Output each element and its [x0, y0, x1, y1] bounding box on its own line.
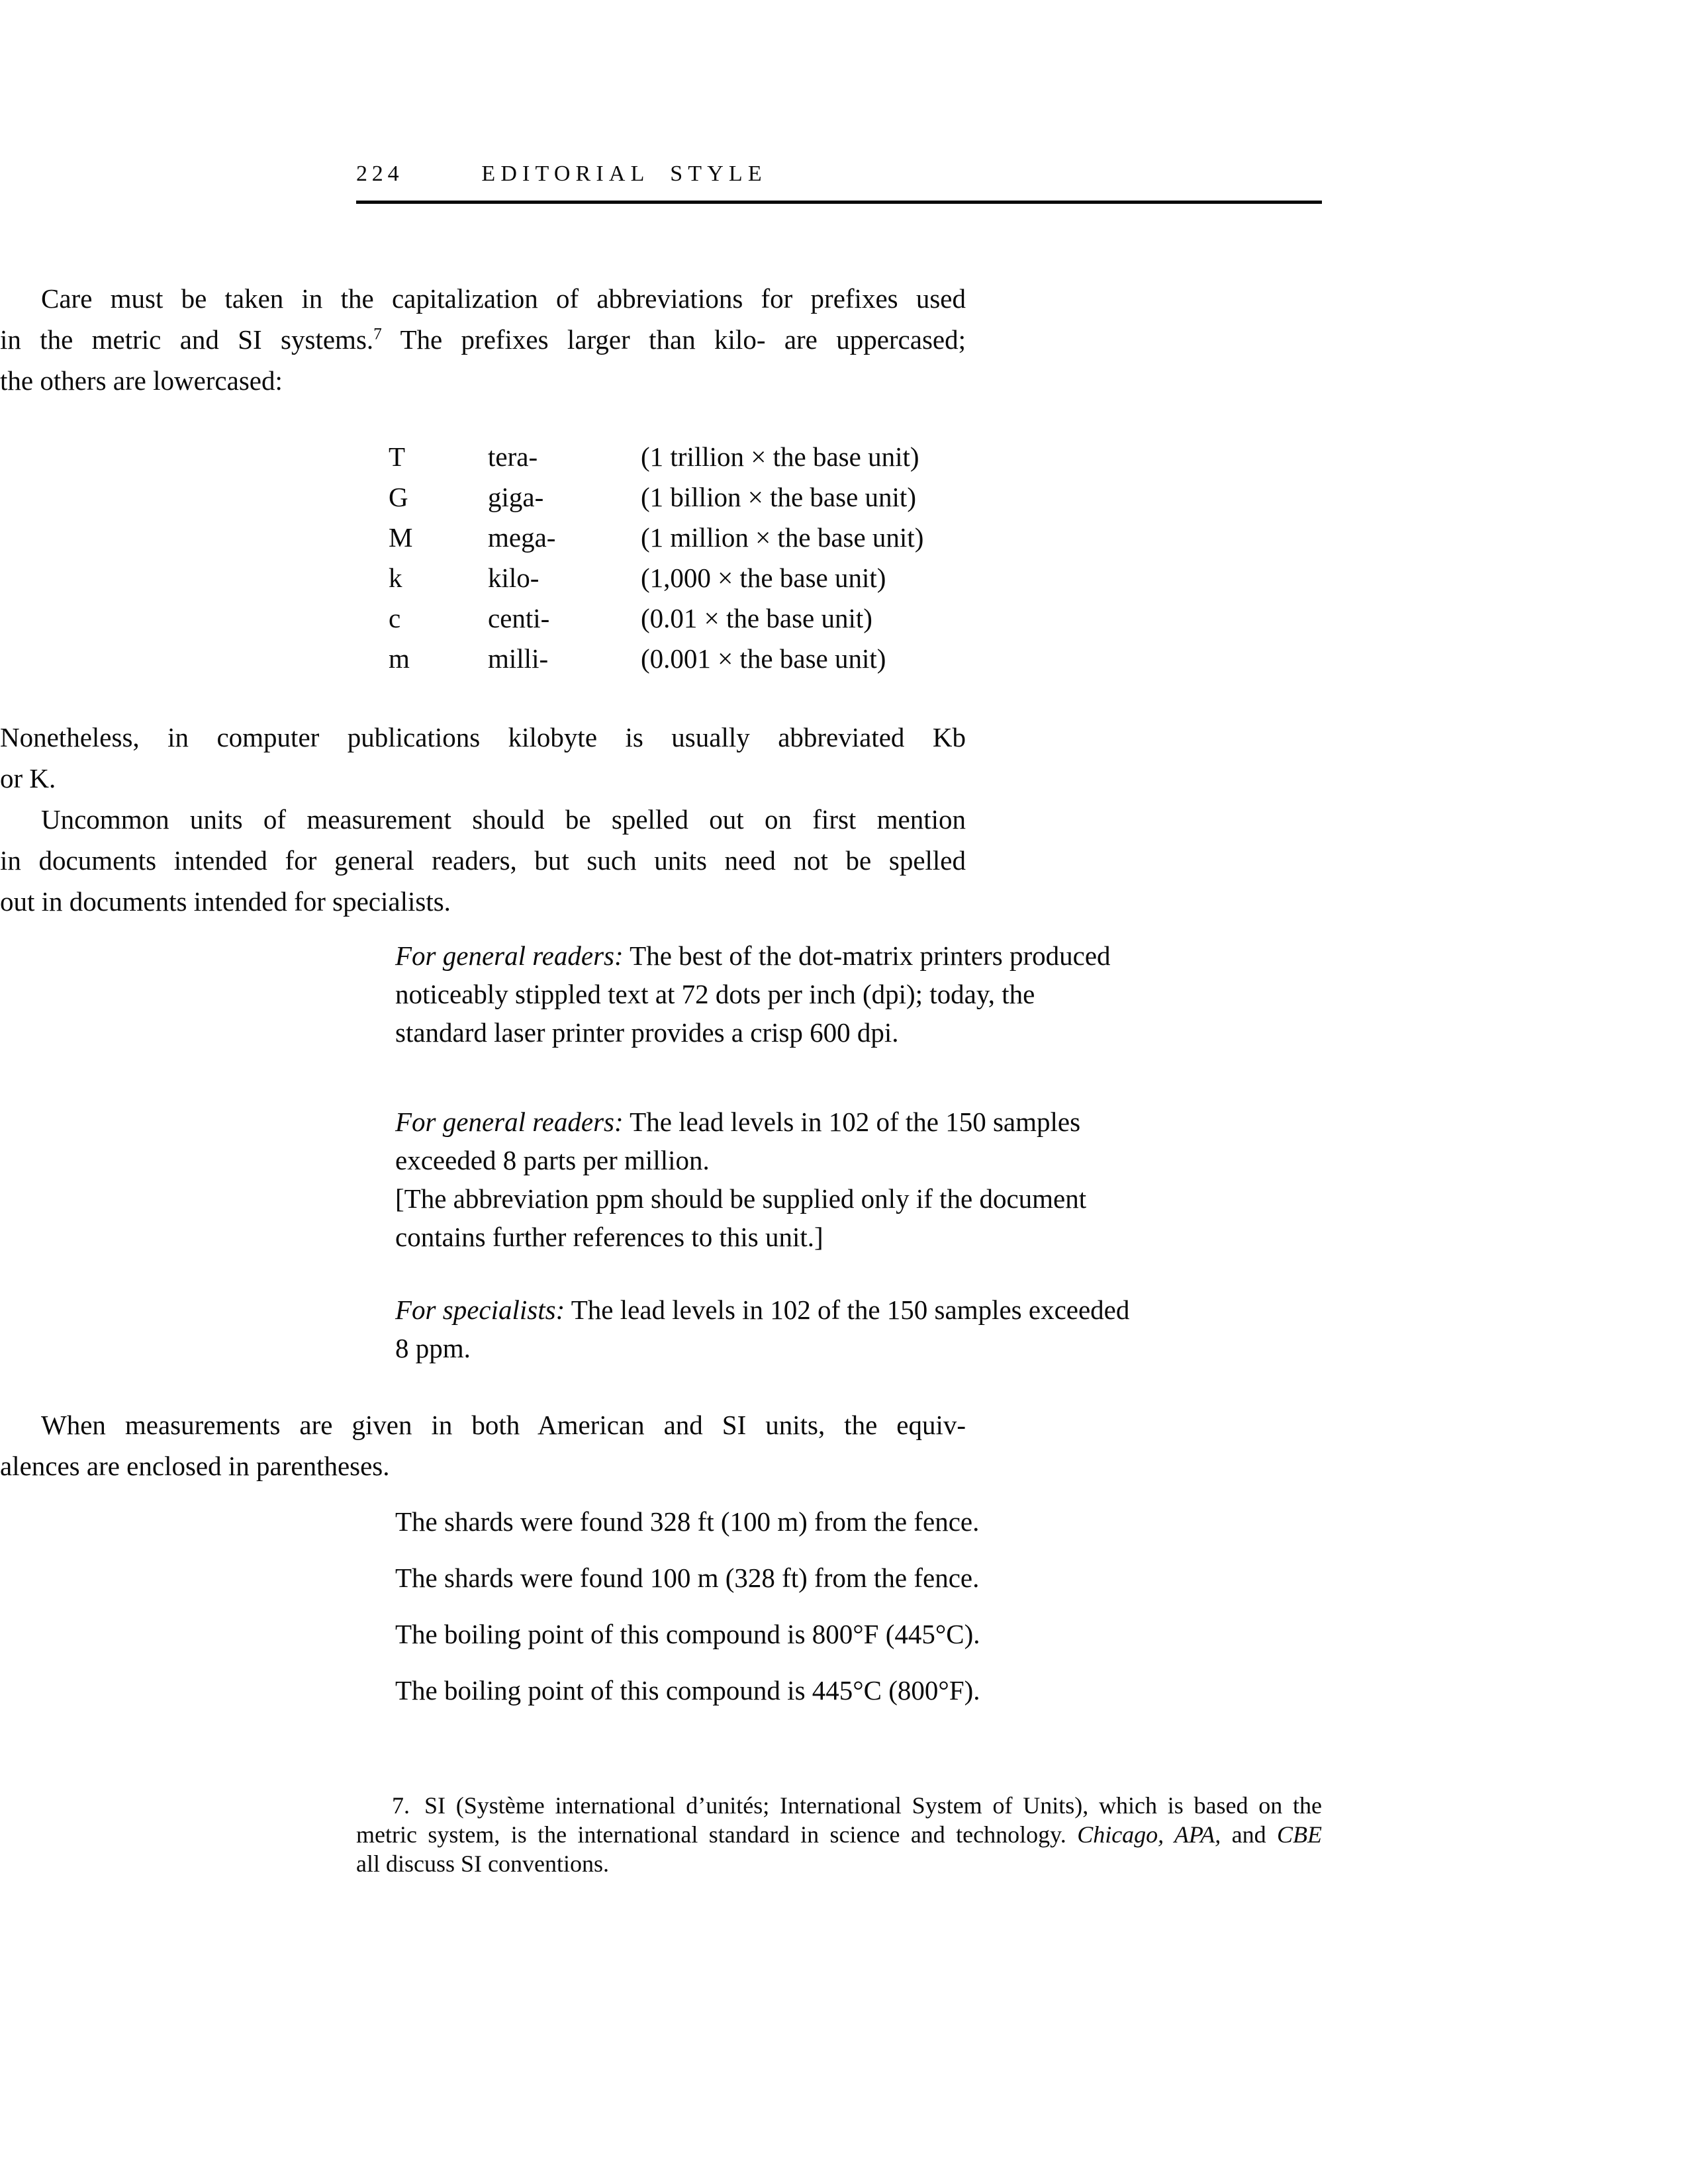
example-lead: For general readers:	[395, 1107, 624, 1137]
footnote-reference: 7	[373, 324, 382, 343]
footnote-italic-title: Chicago, APA,	[1077, 1821, 1221, 1848]
example-line	[395, 1103, 1315, 1141]
prefix-symbol: m	[389, 643, 410, 674]
example-bracket-note-line: contains further references to this unit.]	[395, 1222, 823, 1252]
example-general-dpi	[395, 936, 1315, 1052]
prefix-symbol: c	[389, 603, 401, 633]
kilobyte-paragraph	[0, 717, 966, 922]
paragraph-line: in documents intended for general readers, but such units need not be spelled	[0, 845, 966, 876]
example-text: The lead levels in 102 of the 150 samples	[623, 1107, 1081, 1137]
paragraph-line: alences are enclosed in parentheses.	[0, 1451, 390, 1481]
footnote-number: 7.	[392, 1792, 410, 1819]
example-line: The boiling point of this compound is 800°F (445°C).	[395, 1619, 980, 1649]
prefix-meaning: (1 million × the base unit)	[641, 522, 924, 553]
footnote	[356, 1791, 1322, 1878]
example-lead: For specialists:	[395, 1295, 565, 1325]
prefix-table	[389, 437, 923, 679]
prefix-name: centi-	[488, 603, 550, 633]
example-line: noticeably stippled text at 72 dots per inch (dpi); today, the	[395, 979, 1035, 1009]
page-number: 224	[356, 161, 404, 186]
prefix-name: kilo-	[488, 563, 539, 593]
example-line: 8 ppm.	[395, 1333, 471, 1363]
prefix-meaning: (1,000 × the base unit)	[641, 563, 886, 593]
example-line: The shards were found 328 ft (100 m) from the fence.	[395, 1506, 980, 1537]
prefix-symbol: T	[389, 441, 406, 472]
prefix-symbol: M	[389, 522, 413, 553]
paragraph-line: or K.	[0, 763, 56, 794]
footnote-line	[356, 1820, 1322, 1849]
paragraph-line: out in documents intended for specialists.	[0, 886, 451, 917]
footnote-text: metric system, is the international standard in science and technology.	[356, 1821, 1078, 1848]
example-line: exceeded 8 parts per million.	[395, 1145, 710, 1175]
prefix-symbol: G	[389, 482, 408, 512]
header-rule	[356, 201, 1322, 204]
prefix-meaning: (0.01 × the base unit)	[641, 603, 872, 633]
example-general-ppm	[395, 1103, 1315, 1256]
running-header	[356, 161, 1322, 187]
example-specialists-ppm	[395, 1291, 1315, 1367]
prefix-name: giga-	[488, 482, 544, 512]
example-conversions	[395, 1502, 1315, 1727]
paragraph-line: the others are lowercased:	[0, 365, 283, 396]
intro-paragraph	[0, 278, 966, 401]
example-text: The best of the dot-matrix printers produced	[623, 940, 1111, 971]
paragraph-line: Uncommon units of measurement should be spelled out on first mention	[41, 804, 966, 835]
paragraph-line: Nonetheless, in computer publications kilobyte is usually abbreviated Kb	[0, 722, 966, 752]
example-line: The boiling point of this compound is 445°C (800°F).	[395, 1675, 980, 1706]
prefix-meaning: (0.001 × the base unit)	[641, 643, 886, 674]
footnote-text: and	[1221, 1821, 1277, 1848]
example-lead: For general readers:	[395, 940, 624, 971]
paragraph-line: When measurements are given in both American and SI units, the equiv-	[41, 1410, 966, 1440]
example-text: The lead levels in 102 of the 150 samples exceeded	[565, 1295, 1130, 1325]
example-line: standard laser printer provides a crisp 600 dpi.	[395, 1017, 899, 1048]
prefix-meaning: (1 billion × the base unit)	[641, 482, 916, 512]
example-line: The shards were found 100 m (328 ft) from the fence.	[395, 1563, 980, 1593]
equivalences-paragraph	[0, 1404, 966, 1486]
prefix-name: milli-	[488, 643, 549, 674]
paragraph-line: Care must be taken in the capitalization of abbreviations for prefixes used	[41, 283, 966, 314]
prefix-name: mega-	[488, 522, 556, 553]
footnote-line: all discuss SI conventions.	[356, 1850, 609, 1877]
footnote-text: SI (Système international d’unités; International System of Units), which is based on the	[424, 1792, 1322, 1819]
prefix-meaning: (1 trillion × the base unit)	[641, 441, 919, 472]
paragraph-text: in the metric and SI systems.	[0, 324, 374, 355]
prefix-symbol: k	[389, 563, 402, 593]
footnote-line	[356, 1791, 1322, 1820]
footnote-italic-title: CBE	[1277, 1821, 1322, 1848]
paragraph-line	[0, 319, 966, 360]
running-head-title: EDITORIAL STYLE	[481, 161, 767, 186]
prefix-name: tera-	[488, 441, 538, 472]
paragraph-text: The prefixes larger than kilo- are uppercased;	[381, 324, 966, 355]
example-line	[395, 936, 1315, 975]
example-bracket-note-line: [The abbreviation ppm should be supplied only if the document	[395, 1183, 1087, 1214]
example-line	[395, 1291, 1315, 1329]
